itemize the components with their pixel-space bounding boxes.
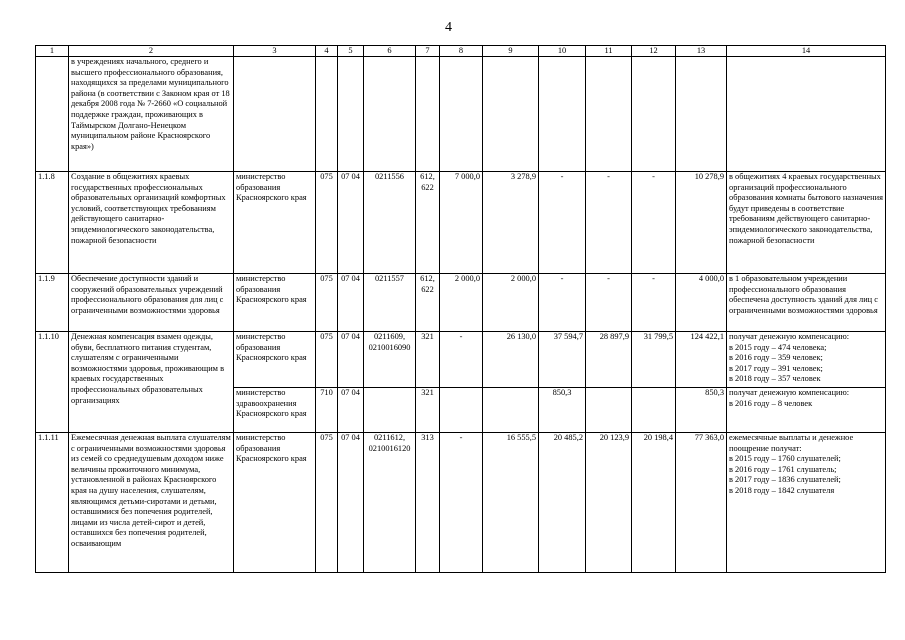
value-cell: - <box>632 274 676 332</box>
value-cell: 37 594,7 <box>539 332 586 388</box>
responsible-org: министерство образования Красноярского края <box>234 172 316 274</box>
value-cell: 26 130,0 <box>483 332 539 388</box>
measure-name: Денежная компенсация взамен одежды, обуви, бесплатного питания студентам, слушателям с ограниченными возможностями здоровья, проживающим в краевых государственных профессиональных образовательных организациях <box>69 332 234 433</box>
total-cell: 124 422,1 <box>676 332 727 388</box>
grbs-code: 710 <box>316 388 338 433</box>
table-row <box>36 433 886 573</box>
target-code: 0211556 <box>364 172 416 274</box>
value-cell: 7 000,0 <box>440 172 483 274</box>
target-code: 0211609, 0210016090 <box>364 332 416 388</box>
grbs-code: 075 <box>316 433 338 573</box>
value-cell: - <box>586 274 632 332</box>
total-cell: 77 363,0 <box>676 433 727 573</box>
header-cell: 2 <box>69 46 234 57</box>
table-row <box>36 274 886 332</box>
value-cell: 28 897,9 <box>586 332 632 388</box>
expense-type: 321 <box>416 388 440 433</box>
value-cell: 20 123,9 <box>586 433 632 573</box>
value-cell: 850,3 <box>539 388 586 433</box>
section-code: 07 04 <box>338 274 364 332</box>
header-cell: 9 <box>483 46 539 57</box>
value-cell: 20 198,4 <box>632 433 676 573</box>
target-code: 0211612, 0210016120 <box>364 433 416 573</box>
measure-name: Ежемесячная денежная выплата слушателям с ограниченными возможностями здоровья из семей со среднедушевым доходом ниже величины прожиточного минимума, установленной в районах Красноярского края на душу населения, слушателям, являющимся детьми-сиротами и детьми, оставшимися без попечения родителей, лицами из числа детей-сирот и детей, оставшихся без попечения родителей, осваивающим <box>69 433 234 573</box>
section-code: 07 04 <box>338 172 364 274</box>
row-number: 1.1.11 <box>36 433 69 573</box>
header-cell: 7 <box>416 46 440 57</box>
table-row <box>36 57 886 172</box>
value-cell: - <box>440 332 483 388</box>
grbs-code: 075 <box>316 172 338 274</box>
row-number: 1.1.10 <box>36 332 69 433</box>
table-row <box>36 172 886 274</box>
grbs-code: 075 <box>316 332 338 388</box>
value-cell: - <box>586 172 632 274</box>
expected-result: получат денежную компенсацию: в 2016 году – 8 человек <box>727 388 886 433</box>
value-cell: 16 555,5 <box>483 433 539 573</box>
expected-result: в общежитиях 4 краевых государственных организаций профессионального образования комнаты бытового назначения будут приведены в соответствие требованиям действующего санитарно-эпидемиологического законодательства, пожарной безопасности <box>727 172 886 274</box>
value-cell: - <box>539 172 586 274</box>
expected-result: в 1 образовательном учреждении профессионального образования обеспечена доступность зданий для лиц с ограниченными возможностями здоровья <box>727 274 886 332</box>
measure-name: Обеспечение доступности зданий и сооружений образовательных учреждений профессионального образования для лиц с ограниченными возможностями здоровья <box>69 274 234 332</box>
total-cell: 850,3 <box>676 388 727 433</box>
total-cell: 10 278,9 <box>676 172 727 274</box>
header-cell: 8 <box>440 46 483 57</box>
row-number: 1.1.9 <box>36 274 69 332</box>
header-cell: 12 <box>632 46 676 57</box>
row-number: 1.1.8 <box>36 172 69 274</box>
header-cell: 11 <box>586 46 632 57</box>
table-row <box>36 332 886 388</box>
header-cell: 3 <box>234 46 316 57</box>
header-row <box>36 46 886 57</box>
header-cell: 6 <box>364 46 416 57</box>
header-cell: 1 <box>36 46 69 57</box>
section-code: 07 04 <box>338 388 364 433</box>
expected-result: получат денежную компенсацию: в 2015 году – 474 человека; в 2016 году – 359 человек; в 2017 году – 391 человек; в 2018 году – 357 человек <box>727 332 886 388</box>
value-cell: - <box>632 172 676 274</box>
program-table <box>35 45 886 573</box>
value-cell: - <box>440 433 483 573</box>
header-cell: 13 <box>676 46 727 57</box>
section-code: 07 04 <box>338 332 364 388</box>
responsible-org: министерство образования Красноярского края <box>234 332 316 388</box>
header-cell: 10 <box>539 46 586 57</box>
value-cell: 2 000,0 <box>440 274 483 332</box>
responsible-org: министерство здравоохранения Красноярского края <box>234 388 316 433</box>
measure-name: в учреждениях начального, среднего и высшего профессионального образования, находящихся за пределами муниципального района (в соответствии с Законом края от 18 декабря 2008 года № 7-2660 «О социальной поддержке граждан, проживающих в Таймырском Долгано-Ненецком муниципальном районе Красноярского края») <box>69 57 234 172</box>
value-cell: - <box>539 274 586 332</box>
expense-type: 612, 622 <box>416 274 440 332</box>
measure-name: Создание в общежитиях краевых государственных профессиональных образовательных организаций комфортных условий, соответствующих требованиям действующего санитарно-эпидемиологического законодательства, пожарной безопасности <box>69 172 234 274</box>
header-cell: 4 <box>316 46 338 57</box>
header-cell: 14 <box>727 46 886 57</box>
header-cell: 5 <box>338 46 364 57</box>
page-number: 4 <box>445 20 452 35</box>
expected-result: ежемесячные выплаты и денежное поощрение получат: в 2015 году – 1760 слушателей; в 2016 году – 1761 слушатель; в 2017 году – 1836 слушателей; в 2018 году – 1842 слушателя <box>727 433 886 573</box>
responsible-org: министерство образования Красноярского края <box>234 433 316 573</box>
expense-type: 321 <box>416 332 440 388</box>
expense-type: 612, 622 <box>416 172 440 274</box>
value-cell: 20 485,2 <box>539 433 586 573</box>
grbs-code: 075 <box>316 274 338 332</box>
total-cell: 4 000,0 <box>676 274 727 332</box>
value-cell: 31 799,5 <box>632 332 676 388</box>
value-cell: 2 000,0 <box>483 274 539 332</box>
value-cell: 3 278,9 <box>483 172 539 274</box>
responsible-org: министерство образования Красноярского края <box>234 274 316 332</box>
expense-type: 313 <box>416 433 440 573</box>
section-code: 07 04 <box>338 433 364 573</box>
target-code: 0211557 <box>364 274 416 332</box>
